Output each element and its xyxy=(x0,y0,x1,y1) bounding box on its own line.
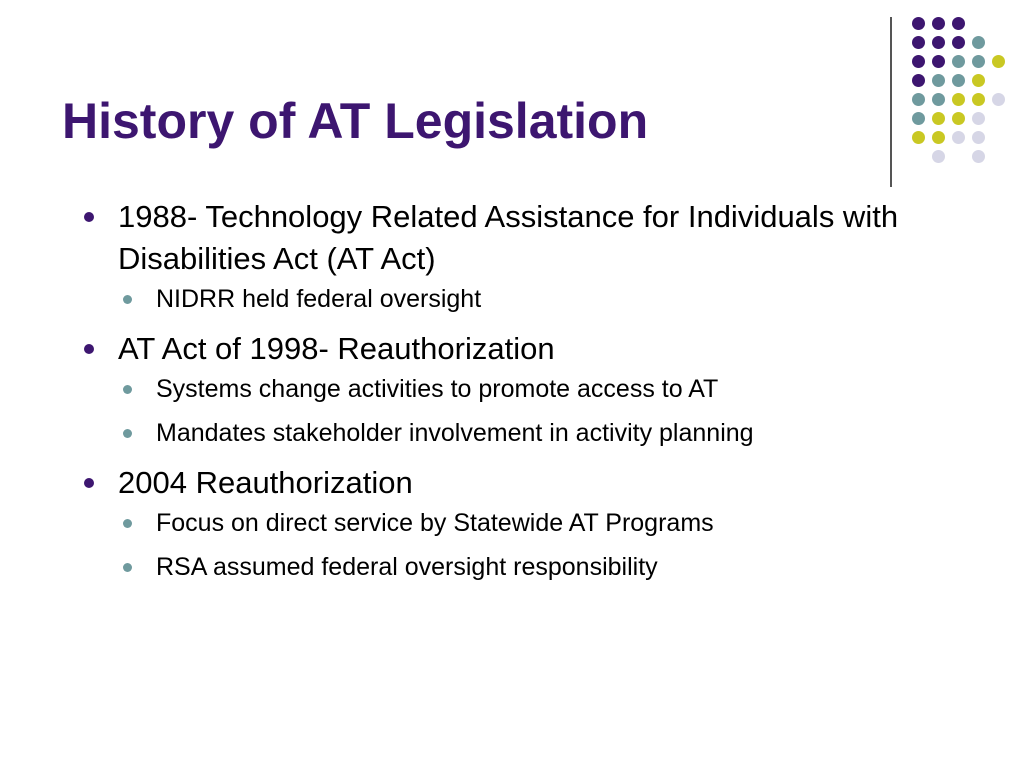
decorative-dot xyxy=(952,17,965,30)
slide-title: History of AT Legislation xyxy=(62,93,649,149)
decorative-dot xyxy=(932,55,945,68)
decorative-dot xyxy=(972,131,985,144)
bullet-item xyxy=(80,328,1000,448)
sub-bullet-item xyxy=(118,374,1000,404)
sub-bullet-list xyxy=(118,508,1000,582)
sub-bullet-list xyxy=(118,284,1000,314)
bullet-text: 1988- Technology Related Assistance for Individuals with Disabilities Act (AT Act) xyxy=(118,199,899,276)
decorative-dot xyxy=(972,112,985,125)
bullet-item xyxy=(80,462,1000,582)
decorative-dot xyxy=(912,17,925,30)
sub-bullet-icon xyxy=(123,519,132,528)
bullet-item xyxy=(80,196,1000,314)
decorative-dot xyxy=(992,17,1005,30)
decorative-dot xyxy=(912,150,925,163)
sub-bullet-item xyxy=(118,418,1000,448)
decorative-dot xyxy=(972,150,985,163)
decorative-dot-grid xyxy=(912,17,1005,163)
decorative-dot xyxy=(952,150,965,163)
sub-bullet-item xyxy=(118,552,1000,582)
decorative-dot xyxy=(912,131,925,144)
sub-bullet-icon xyxy=(123,429,132,438)
decorative-dot xyxy=(992,131,1005,144)
sub-bullet-text: Focus on direct service by Statewide AT Programs xyxy=(156,509,714,537)
bullet-list xyxy=(80,196,1000,596)
decorative-dot xyxy=(912,93,925,106)
bullet-icon xyxy=(84,344,94,354)
decorative-dot xyxy=(992,112,1005,125)
decorative-dot xyxy=(972,17,985,30)
decorative-dot xyxy=(912,36,925,49)
decorative-dot xyxy=(972,55,985,68)
decorative-dot xyxy=(912,112,925,125)
sub-bullet-icon xyxy=(123,385,132,394)
decorative-dot xyxy=(952,36,965,49)
decorative-dot xyxy=(992,55,1005,68)
decorative-dot xyxy=(972,74,985,87)
decorative-dot xyxy=(992,150,1005,163)
sub-bullet-icon xyxy=(123,563,132,572)
decorative-dot xyxy=(932,36,945,49)
decorative-dot xyxy=(932,74,945,87)
decorative-dot xyxy=(992,74,1005,87)
bullet-text: AT Act of 1998- Reauthorization xyxy=(118,331,555,366)
decorative-dot xyxy=(952,93,965,106)
sub-bullet-item xyxy=(118,284,1000,314)
decorative-dot xyxy=(992,93,1005,106)
decorative-dot xyxy=(932,150,945,163)
decorative-dot xyxy=(912,74,925,87)
decorative-dot xyxy=(932,112,945,125)
sub-bullet-text: Mandates stakeholder involvement in activity planning xyxy=(156,419,754,447)
decorative-dot xyxy=(952,112,965,125)
decorative-dot xyxy=(952,131,965,144)
bullet-text: 2004 Reauthorization xyxy=(118,465,413,500)
decorative-dot xyxy=(932,131,945,144)
sub-bullet-text: Systems change activities to promote access to AT xyxy=(156,375,719,403)
sub-bullet-text: NIDRR held federal oversight xyxy=(156,285,482,313)
bullet-icon xyxy=(84,478,94,488)
decorative-dot xyxy=(932,17,945,30)
decorative-dot xyxy=(972,36,985,49)
decorative-dot xyxy=(992,36,1005,49)
sub-bullet-text: RSA assumed federal oversight responsibility xyxy=(156,553,658,581)
title-divider xyxy=(890,17,892,187)
sub-bullet-item xyxy=(118,508,1000,538)
decorative-dot xyxy=(952,55,965,68)
decorative-dot xyxy=(932,93,945,106)
decorative-dot xyxy=(972,93,985,106)
bullet-icon xyxy=(84,212,94,222)
decorative-dot xyxy=(952,74,965,87)
decorative-dot xyxy=(912,55,925,68)
sub-bullet-icon xyxy=(123,295,132,304)
sub-bullet-list xyxy=(118,374,1000,448)
